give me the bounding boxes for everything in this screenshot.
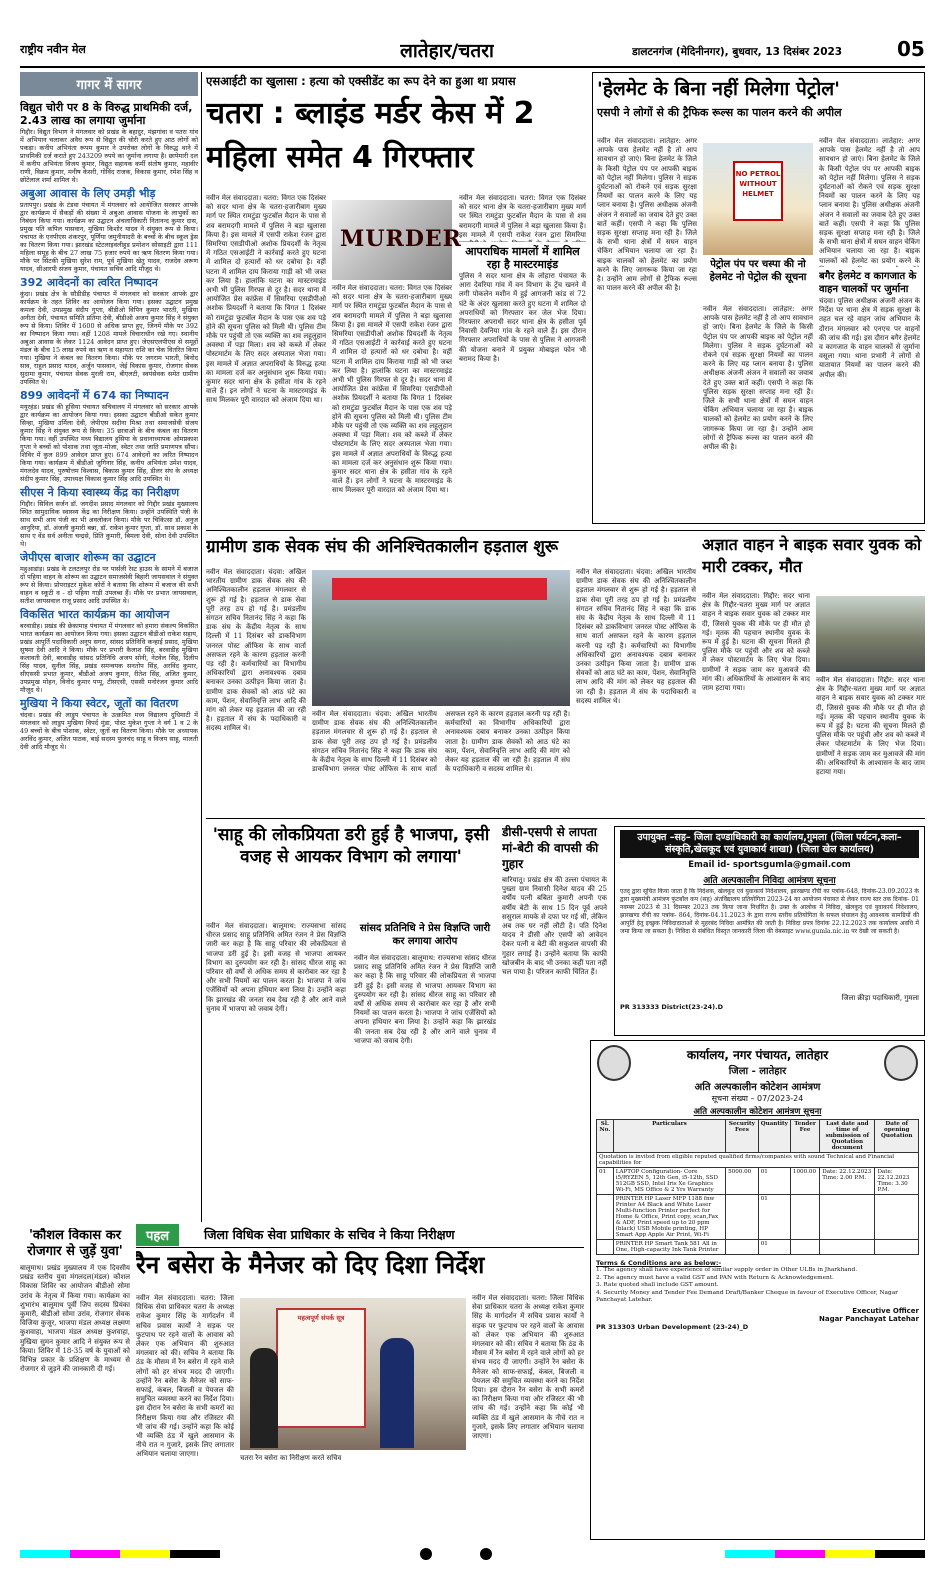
terms-list [596, 1267, 919, 1305]
table-header-cell: Date of opening Quotation [875, 1120, 919, 1153]
quotation-table [596, 1119, 919, 1255]
table-header-cell: Security Fees [726, 1120, 759, 1153]
row-rule-2 [206, 818, 925, 819]
bike-headline: अज्ञात वाहन ने बाइक सवार युवक को मारी टक्कर, मौत [702, 535, 922, 576]
sidebar [20, 72, 198, 1222]
table-cell: 01 [758, 1240, 790, 1255]
masthead-rule [20, 66, 925, 68]
table-cell: 5000.00 [726, 1168, 759, 1195]
sidebar-item-heading: 899 आवेदनों में 674 का निष्पादन [20, 389, 169, 402]
contact-board-title: महत्वपूर्ण संपर्क सूत्र [297, 1314, 345, 1322]
rain-body-left: नवीन मेल संवाददाता। चतरा: जिला विधिक सेवा प्राधिकार चतरा के अध्यक्ष राकेश कुमार सिंह के मार्गदर्शन में सचिव प्रवास कार्यों ने सड़क पर फुटपाथ पर रहने वालों के आवास को लेकर एक अभियान की शुरुआत मंगलवार को की। सचिव ने बताया कि ठंड के मौसम में रैन बसेरा में रहने वाले लोगों को हर संभव मदद दी जाएगी। उन्होंने रैन बसेरा के मैनेजर को साफ-सफाई, कंबल, बिजली व पेयजल की समुचित व्यवस्था करने का निर्देश दिया। इस दौरान रैन बसेरा के सभी कमरों का निरीक्षण किया गया और रजिस्टर की भी जांच की गई। उन्होंने कहा कि कोई भी व्यक्ति ठंड में खुले आसमान के नीचे रात न गुजारे, इसके लिए लगातार अभियान चलाया जाएगा। [136, 1294, 234, 1459]
sidebar-title: गागर में सागर [20, 72, 198, 96]
emblem-right [884, 1045, 918, 1081]
term-item: 4. Security Money and Tender Fee Demand Draft/Banker Cheque in favour of Executive Officer, Nagar Panchayat Latehar. [596, 1289, 898, 1303]
table-header-cell: Particulars [613, 1120, 725, 1153]
sidebar-item-body: महुआडांड़। प्रखंड के टलटलपुर रोड पर पार्सली रेस्ट हाउस के सामने में बजाज दो पहिया वाहन के शोरूम का उद्घाटन समाजसेवी बिहारी जायसवाल ने संयुक्त रूप से किया। प्रोपराइटर मुकेश कोरों ने बताया कि शोरूम में बजाज की सभी वाहन व स्कूटी व - दो पहिया गाड़ी उपलब्ध हैं। मौके पर प्रभात जायसवाल, सतीश जायसवाल राजू प्रसाद आदि उपस्थित थे। [20, 565, 198, 605]
table-row [597, 1195, 919, 1240]
table-cell [597, 1195, 614, 1240]
sidebar-item-body: प्रतापपुर। प्रखंड के टंडवा पंचायत में मंगलवार को आयोजित सरकार आपके द्वार कार्यक्रम में सैकड़ों की संख्या में अबुआ आवास योजना के लाभुकों का निबंधन किया गया। कार्यक्रम का उद्घाटन अंचलाधिकारी नितानन्द कुमार दास, प्रमुख पति कपिल पासवान, मुखिया किशोर यादव ने संयुक्त रूप से किया। पंचायत के एनपीएस शंकरपुर, पूर्णिया जमुनीयादरी के बच्चों के बीच स्कूल ड्रेस का वितरण किया गया। झारखंड स्टेटलाइवलीहुड प्रमोशन सोसाइटी द्वारा 111 महिला समूह के बीच 27 लाख 75 हजार रुपये का ऋण वितरण किया गया। मौके पर सिंटकी मुखिया सुरेश राम, पूर्व मुखिया खेतु यादव, राजदेव अरूण यादव, सीआरपी संजय कुमार, पंचायत सचिव आदि मौजूद थे। [20, 201, 198, 273]
lead-story [206, 74, 586, 526]
sidebar-item-heading: अबुआ आवास के लिए उमड़ी भीड़ [20, 187, 156, 200]
term-item: 3. Rate quoted shall include GST amount. [596, 1282, 719, 1288]
lead-headline: चतरा : ब्लाइंड मर्डर केस में 2 महिला समेत 4 गिरफ्तार [206, 96, 535, 175]
table-row [597, 1168, 919, 1195]
postal-body-right: नवीन मेल संवाददाता। चंदवा: अखिल भारतीय ग्रामीण डाक सेवक संघ की अनिश्चितकालीन हड़ताल मंगलवार से शुरू हो गई है। हड़ताल से डाक सेवा पूरी तरह ठप हो गई है। प्रमंडलीय संगठन सचिव नितानंद सिंह ने कहा कि डाक संघ के केंद्रीय नेतृत्व के साथ दिल्ली में 11 दिसंबर को डाकविभाग जनरल पोस्ट ऑफिस के साथ वार्ता असफल रहने के कारण हड़ताल करनी पड़ रही है। कर्मचारियों का विभागीय अधिकारियों द्वारा अनावश्यक दबाव बनाकर उनका उत्पीड़न किया जाता है। ग्रामीण डाक सेवकों को आठ घंटे का काम, पेंशन, सेवानिवृत्ति लाभ आदि की मांग को लेकर यह हड़ताल की जा रही है। हड़ताल में संघ के पदाधिकारी व सदस्य शामिल थे। [576, 568, 696, 705]
table-cell: LAPTOP Configuration- Core i5/RYZEN 5, 12th Gen, i5-12th, SSD 512GB SSD, Intel Iris Xe Graphics Wi-Fi, MS Office & 2 Yrs Warranty [613, 1168, 725, 1195]
postal-headline: ग्रामीण डाक सेवक संघ की अनिश्चितकालीन हड़ताल शुरू [206, 537, 559, 557]
table-cell: Date: 22.12.2023 Time: 3.30 P.M. [875, 1168, 919, 1195]
table-cell: Date: 22.12.2023 Time: 2.00 P.M. [820, 1168, 875, 1195]
sidebar-item-heading: विकसित भारत कार्यक्रम का आयोजन [20, 608, 170, 621]
sidebar-item-heading: जेपीएस बाजार शोरूम का उद्घाटन [20, 551, 156, 564]
sidebar-item-heading: 392 आवेदनों का त्वरित निष्पादन [20, 276, 158, 289]
table-cell [726, 1195, 759, 1240]
rain-story [136, 1222, 584, 1540]
lead-photo [332, 200, 462, 280]
table-cell [597, 1240, 614, 1255]
notice2-title: अति अल्पकालीन कोटेशन आमंत्रण [694, 1082, 821, 1093]
masthead-logo: राष्ट्रीय नवीन मेल [20, 43, 86, 56]
sahu-headline: 'साहू की लोकप्रियता डरी हुई है भाजपा, इसी वजह से आयकर विभाग को लगाया' [212, 825, 490, 867]
sidebar-item-body: बरवाडीह। प्रखंड की छेकामाह पंचायत में मंगलवार को हमारा संकल्प विकसित भारत कार्यक्रम का आयोजन किया गया। इसका उद्घाटन बीडीओ राकेश सहाय, प्रखंड आपूर्ति पदाधिकारी अनूप सगरा, सांसद प्रतिनिधि कन्हाई प्रसाद, मुखिया सुषमा देवी आदि ने किया। मौके पर प्रभारी कैलाश सिंह, बरवाडीह मुखिया कलावती देवी, बरवाडीह सांसद प्रतिनिधि अजय सोनी, नेटवेल सिंह, दिलीप सिंह यादव, सुनील सिंह, प्रखंड समन्वयक सनतोप सिंह, अरविंद कुमार, सीएससी प्रभात कुमार, बीडीओ अजय कुमार, रीतेश सिंह, अजित कुमार, उपप्रमुख मोहन, विनोद कुमार पप्पू, टीसएसी, एससी मनोरंजन कुमार आदि मौजूद थे। [20, 622, 198, 694]
table-cell: 1000.00 [790, 1168, 819, 1195]
sidebar-item-heading: विद्युत चोरी पर 8 के विरुद्ध प्राथमिकी दर्ज, 2.43 लाख का लगाया जुर्माना [20, 101, 193, 127]
table-cell: PRINTER HP Smart Tank 581 All in One, High-capacity Ink Tank Printer [613, 1240, 725, 1255]
row-rule-1 [206, 530, 925, 531]
sidebar-item-body: चंदवा। प्रखंड की लाडुप पंचायत के उत्क्रमित मध्य विद्यालय दुधिमाटी में मंगलवार को लाडुप मुखिया विपर्द मुंडा, पोस्ट मुकेश गुप्ता ने वर्ग 1 व 2 के 49 बच्चों के बीच पोशाक, स्वेटर, जूतों का वितरण किया। मौके पर अध्यापक अरविंद कुमार, अजित पाठक, बाई सदस्य फुलचंद साहू व विजय साहू, मालती देवी आदि मौजूद थे। [20, 711, 198, 751]
table-row [597, 1240, 919, 1255]
notice1-title: अति अल्पकालीन निविदा आमंत्रण सूचना [703, 876, 836, 886]
lead-body2: पुलिस ने सदर थाना क्षेत्र के लोहारा पंचायत के आरा देवरिया गांव में वन विभाग के ट्रेंच खनने में लगी पोकलेन मशीन में हुई आगजनी कांड सं 72 घंटे के अंदर खुलासा करते हुए घटना में शामिल दो अपराधियों को गिरफ्तार कर जेल भेज दिया। गिरफ्तार अपराधी सदर थाना क्षेत्र के हसीता पूर्व निवासी देवनिया गांव के रहने वाले हैं। इस दौरान गिरफ्तार अपराधियों के पास से पुलिस ने आगजनी की योजना बनाने में प्रयुक्त मोबाइल फोन भी बरामद किया है। [459, 272, 586, 363]
helmet-headline: 'हेलमेट के बिना नहीं मिलेगा पेट्रोल' [597, 78, 840, 100]
helmet-right-col [819, 137, 920, 517]
sidebar-item-heading: मुखिया ने किया स्वेटर, जूतों का वितरण [20, 697, 179, 710]
sidebar-item-heading: सीएस ने किया स्वास्थ्य केंद्र का निरीक्षण [20, 486, 180, 499]
table-header-cell: Quantity [758, 1120, 790, 1153]
bike-body-left: नवीन मेल संवाददाता। गिद्दौर: सदर थाना क्षेत्र के गिद्दौर-चतरा मुख्य मार्ग पर अज्ञात वाहन ने बाइक सवार युवक को टक्कर मार दी, जिससे युवक की मौके पर ही मौत हो गई। मृतक की पहचान स्थानीय युवक के रूप में हुई है। घटना की सूचना मिलते ही पुलिस मौके पर पहुंची और शव को कब्जे में लेकर पोस्टमार्टम के लिए भेज दिया। ग्रामीणों ने सड़क जाम कर मुआवजे की मांग की। अधिकारियों के आश्वासन के बाद जाम हटाया गया। [702, 592, 810, 693]
table-cell [726, 1240, 759, 1255]
lead-body-right: नवीन मेल संवाददाता। चतरा: विगत एक दिसंबर को सदर थाना क्षेत्र के चतरा-हजारीबाग मुख्य मार्ग पर स्थित रामटुंडा फुटबॉल मैदान के पास से शव बरामदगी मामले में पुलिस ने बड़ा खुलासा किया है। इस मामले में एसपी राकेश रंजन द्वारा सिमरिया [459, 194, 586, 239]
table-header-cell: Tender Fee [790, 1120, 819, 1153]
lead-kicker: एसआईटी का खुलासा : हत्या को एक्सीडेंट का रूप देने का हुआ था प्रयास [206, 74, 516, 88]
notice2-sign: Executive Officer [852, 1306, 919, 1315]
no-petrol-sign: NO PETROL WITHOUT HELMET [733, 161, 783, 221]
helmet-subhead: बगैर हेलमेट व कागजात के वाहन चालकों पर जुर्माना [819, 271, 917, 295]
emblem-left [597, 1045, 631, 1081]
sahu-sub: सांसद प्रतिनिधि ने प्रेस विज्ञप्ति जारी कर लगाया आरोप [359, 923, 491, 947]
helmet-body-left: नवीन मेल संवाददाता। लातेहार: अगर आपके पास हेलमेट नहीं है तो आप सावधान हो जाएं। बिना हेलमेट के जिले के किसी पेट्रोल पंप पर आपकी बाइक को पेट्रोल नहीं मिलेगा। पुलिस ने सड़क दुर्घटनाओं को रोकने एवं सड़क सुरक्षा नियमों का पालन करने के लिए यह प्लान बनाया है। पुलिस अधीक्षक अंजनी अंजन ने सवालों का जवाब देते हुए उक्त बातें कहीं। एसपी ने कहा कि पुलिस सड़क सुरक्षा सप्ताह मना रही है। जिले के सभी थाना क्षेत्रों में सघन वाहन चेकिंग अभियान चलाया जा रहा है। बाइक चालकों को हेलमेट का प्रयोग करने के लिए जागरूक किया जा रहा है। उन्होंने आम लोगों से ट्रैफिक रूल्स का पालन करने की अपील की है। [597, 137, 697, 293]
helmet-body2: चंदवा। पुलिस अधीक्षक अंजनी अंजन के निर्देश पर थाना क्षेत्र में सड़क सुरक्षा के तहत चल रहे वाहन जांच अभियान के दौरान मंगलवार को एनएच पर वाहनों की जांच की गई। इस दौरान बगैर हेलमेट व कागजात के वाहन चालकों से जुर्माना वसूला गया। थाना प्रभारी ने लोगों से यातायात नियमों का पालन करने की अपील की। [819, 297, 920, 379]
lead-right-col [459, 194, 586, 524]
helmet-sub: एसपी ने लोगों से की ट्रैफिक रूल्स का पालन करने की अपील [597, 106, 842, 119]
notice2-district: जिला - लातेहार [728, 1066, 787, 1077]
term-item: 2. The agency must have a valid GST and PAN with Return & Acknowledgement. [596, 1274, 834, 1281]
notice2-sign2: Nagar Panchayat Latehar [818, 1314, 919, 1323]
sahu-body-left: नवीन मेल संवाददाता। बालूमाथ: राज्यसभा सांसद धीरज प्रसाद साहू प्रतिनिधि अमित रंजन ने प्रेस विज्ञप्ति जारी कर कहा है कि साहू परिवार की लोकप्रियता से भाजपा डरी हुई है। इसी वजह से भाजपा आयकर विभाग का दुरुपयोग कर रही है। सांसद धीरज साहू का परिवार सौ वर्षों से अधिक समय से कारोबार कर रहा है और सभी नियमों का पालन करता है। भाजपा ने जांच एजेंसियों को अपना हथियार बना लिया है। उन्होंने कहा कि झारखंड की जनता सब देख रही है और आने वाले चुनाव में भाजपा को जवाब देगी। [206, 922, 346, 1013]
sidebar-item-body: गिद्दौर। विद्युत विभाग ने मंगलवार को प्रखंड के बहादुर, मंझगांवा व पतरा गांव में अभियान चलाकर अवैध रूप से विद्युत की चोरी करते हुए आठ लोगों को पकड़ा। कनीय अभियंता रूपम कुमार ने उपरोक्त लोगों के विरुद्ध थाने में प्राथमिकी दर्ज कराते हुए 243209 रुपये का जुर्माना लगाया है। छापेमारी दल में कनीय अभियंता विजय कुमार, विद्युत सहायक कर्मी संतोष कुमार, महावीर राणी, विक्रम कुमार, मनीष केसरी, गोविंद राजक, विकास कुमार, रमेश सिंह व छोटेलाल शर्मा शामिल थे। [20, 128, 198, 184]
print-registration-bar [20, 1548, 925, 1560]
sidebar-item-body: मयूरहंड। प्रखंड की हुसिया पंचायत सचिवालय में मंगलवार को सरकार आपके द्वार कार्यक्रम का आयोजन किया गया। इसका उद्घाटन बीडीओ सकेत कुमार सिन्हा, मुखिया उर्मिला देवी, जेपीएस सदीना मिश्रा तथा समाजसेवी संजय कुमार सिंह ने संयुक्त रूप से किया। 35 छात्राओं के बीच कंबल का वितरण किया गया। वहीं उपस्थित मध्य विद्यालय हुसिया के प्रधानाध्यापक ओमप्रकाश गुप्ता ने बच्चों को पोशाक तथा जूता-मोजा, स्वेटर तथा जाति प्रमाणपत्र सौंपा। शिविर में कुल 899 आवेदन प्राप्त हुए। 674 आवेदनों का त्वरित निष्पादन किया गया। कार्यक्रम में बीडीओ जुगिनार सिंह, कनीय अभियंता उमेश यादव, मंगलदेव यादव, पुरुषोत्तम विश्वास, बिकास कुमार सिंह, डीलर संघ के अध्यक्ष संदीप कुमार सिंह, उपाध्यक्ष विकास कुमार सिंह आदि उपस्थित थे। [20, 403, 198, 483]
missing-body: बारियातू। प्रखंड क्षेत्र की उल्ला पंचायत के पुख्ता ग्राम निवासी दिनेश यादव की 25 वर्षीय पत्नी बबिता कुमारी अपनी एक वर्षीय बेटी के साथ 15 दिन पूर्व अपने ससुराल मायके से दफा पर गई थी, लेकिन अब तक घर नहीं लौटी है। पति दिनेश यादव ने डीसी और एसपी को आवेदन देकर पत्नी व बेटी की सकुशल वापसी की गुहार लगाई है। उन्होंने बताया कि काफी खोजबीन के बाद भी उनका कहीं पता नहीं चल पाया है। परिजन काफी चिंतित हैं। [502, 876, 607, 977]
kaushal-body: बालूमाथ। प्रखंड मुख्यालय में एक दिवसीय प्रखंड स्तरीय युवा मंगलदल(मंडल) कौशल विकास शिविर का आयोजन बीडीओ सोमा उरांव के नेतृत्व में किया गया। कार्यक्रम का शुभारंभ बालूमाथ पूर्वी जिप सदस्य प्रियंका कुमारी, बीडीओ सोमा उरांव, रोजगार सेवक विजिया कुजूर, भाजपा मंडल अध्यक्ष लक्ष्मण कुशवाहा, भाजपा मंडल अध्यक्ष कुशवाहा, मुखिया सुमन कुमार आदि ने संयुक्त रूप से किया। शिविर में 18-35 वर्ष के युवाओं को विभिन्न प्रकार के प्रशिक्षण के माध्यम से रोजगार से जुड़ने की जानकारी दी गई। [20, 1264, 130, 1374]
helmet-photo [703, 143, 813, 255]
postal-body-left: नवीन मेल संवाददाता। चंदवा: अखिल भारतीय ग्रामीण डाक सेवक संघ की अनिश्चितकालीन हड़ताल मंगलवार से शुरू हो गई है। हड़ताल से डाक सेवा पूरी तरह ठप हो गई है। प्रमंडलीय संगठन सचिव नितानंद सिंह ने कहा कि डाक संघ के केंद्रीय नेतृत्व के साथ दिल्ली में 11 दिसंबर को डाकविभाग जनरल पोस्ट ऑफिस के साथ वार्ता असफल रहने के कारण हड़ताल करनी पड़ रही है। कर्मचारियों का विभागीय अधिकारियों द्वारा अनावश्यक दबाव बनाकर उनका उत्पीड़न किया जाता है। ग्रामीण डाक सेवकों को आठ घंटे का काम, पेंशन, सेवानिवृत्ति लाभ आदि की मांग को लेकर यह हड़ताल की जा रही है। हड़ताल में संघ के पदाधिकारी व सदस्य शामिल थे। [206, 568, 306, 733]
bike-body-right: नवीन मेल संवाददाता। गिद्दौर: सदर थाना क्षेत्र के गिद्दौर-चतरा मुख्य मार्ग पर अज्ञात वाहन ने बाइक सवार युवक को टक्कर मार दी, जिससे युवक की मौके पर ही मौत हो गई। मृतक की पहचान स्थानीय युवक के रूप में हुई है। घटना की सूचना मिलते ही पुलिस मौके पर पहुंची और शव को कब्जे में लेकर पोस्टमार्टम के लिए भेज दिया। ग्रामीणों ने सड़क जाम कर मुआवजे की मांग की। अधिकारियों के आश्वासन के बाद जाम हटाया गया। [816, 676, 925, 777]
person-1 [250, 1348, 278, 1448]
rain-kicker: जिला विधिक सेवा प्राधिकार के सचिव ने किया निरीक्षण [204, 1227, 455, 1242]
notice2-office: कार्यालय, नगर पंचायत, लातेहार [686, 1048, 829, 1062]
sidebar-items [20, 96, 198, 751]
page-number: 05 [897, 37, 925, 61]
rain-headline: रैन बसेरा के मैनेजर को दिए दिशा निर्देश [136, 1251, 485, 1279]
helmet-body-mid: नवीन मेल संवाददाता। लातेहार: अगर आपके पास हेलमेट नहीं है तो आप सावधान हो जाएं। बिना हेलमेट के जिले के किसी पेट्रोल पंप पर आपकी बाइक को पेट्रोल नहीं मिलेगा। पुलिस ने सड़क दुर्घटनाओं को रोकने एवं सड़क सुरक्षा नियमों का पालन करने के लिए यह प्लान बनाया है। पुलिस अधीक्षक अंजनी अंजन ने सवालों का जवाब देते हुए उक्त बातें कहीं। एसपी ने कहा कि पुलिस सड़क सुरक्षा सप्ताह मना रही है। जिले के सभी थाना क्षेत्रों में सघन वाहन चेकिंग अभियान चलाया जा रहा है। बाइक चालकों को हेलमेट का प्रयोग करने के लिए जागरूक किया जा रहा है। उन्होंने आम लोगों से ट्रैफिक रूल्स का पालन करने की अपील की है। [703, 305, 813, 452]
postal-banner [332, 578, 547, 600]
notice2-ref: सूचना संख्या – 07/2023-24 [711, 1094, 804, 1103]
lead-photo-text: MURDER [340, 226, 462, 252]
notice2-pr: PR 313303 Urban Development (23-24)_D [596, 1322, 749, 1331]
notice-gumla [614, 826, 925, 1036]
notice2-subtitle: अति अल्पकालीन कोटेशन आमंत्रण सूचना [693, 1107, 822, 1117]
rain-photo [240, 1298, 466, 1450]
table-cell [820, 1195, 875, 1240]
terms-title: Terms & Conditions are as below:- [596, 1259, 722, 1267]
helmet-body-right: नवीन मेल संवाददाता। लातेहार: अगर आपके पास हेलमेट नहीं है तो आप सावधान हो जाएं। बिना हेलमेट के जिले के किसी पेट्रोल पंप पर आपकी बाइक को पेट्रोल नहीं मिलेगा। पुलिस ने सड़क दुर्घटनाओं को रोकने एवं सड़क सुरक्षा नियमों का पालन करने के लिए यह प्लान बनाया है। पुलिस अधीक्षक अंजनी अंजन ने सवालों का जवाब देते हुए उक्त बातें कहीं। एसपी ने कहा कि पुलिस सड़क सुरक्षा सप्ताह मना रही है। जिले के सभी थाना क्षेत्रों में सघन वाहन चेकिंग अभियान चलाया जा रहा है। बाइक चालकों को हेलमेट का प्रयोग करने के [819, 137, 920, 265]
column-rule [201, 72, 202, 1222]
notice1-email: Email id- sportsgumla@gmail.com [688, 860, 851, 870]
sidebar-item-body: कुंदा। प्रखंड क्षेत्र के सौडीडीह पंचायत में मंगलवार को सरकार आपके द्वार कार्यक्रम के तहत शिविर का आयोजन किया गया। इसका उद्घाटन प्रमुख कमला देवी, उपप्रमुख संदीप गुप्ता, बीडीओ विपिन कुमार भारती, मुखिया अनीता देवी, पंचायत समिति प्रतिमा देवी, बीडीओ अजय कुमार सिंह ने संयुक्त रूप से किया। शिविर में 1600 से अधिक प्राप्त हुए, जिनमें मौके पर 392 का निष्पादन किया गया। वहीं 1208 मामले विचाराधीन रखे गए। स्थानीय अबुआ आवास के लेकर 1124 आवेदन प्राप्त हुए। जेएसएलपीएस से समूहों मंडल के बीच 15 लाख रुपये का ऋण व सहायता राशि का चेक वितरित किया गया। मुखिया ने कंबल का वितरण किया। मौके पर जगराम भारती, बिनोद साव, राहुल प्रसाद यादव, अर्जुन पासवान, जेई विकास कुमार, रोजगार सेवक सुदामा कुमार, पंचायत सेवक मुरली राम, बीएलटी, स्वयंसेवक समेत ग्रामीण उपस्थित थे। [20, 290, 198, 386]
term-item: 1. The agency shall have experience of similar supply order in Other ULBs in Jharkhand. [596, 1267, 858, 1273]
person-2 [380, 1338, 414, 1448]
postal-story [206, 534, 696, 814]
kaushal-story [20, 1228, 130, 1538]
kaushal-headline: 'कौशल विकास कर रोजगार से जुड़ें युवा' [27, 1228, 123, 1259]
missing-headline: डीसी-एसपी से लापता मां-बेटी की वापसी की गुहार [502, 825, 599, 871]
table-header-cell: Sl. No. [597, 1120, 614, 1153]
contact-board [276, 1308, 366, 1428]
notice-latehar [590, 1040, 925, 1540]
sidebar-item-body: गिद्दौर। सिविल सर्जन डॉ. जगदीश प्रसाद मंगलवार को गिद्दौर प्रखंड मुख्यालय स्थित सामुदायिक स्वास्थ्य केंद्र का निरीक्षण किया। उन्होंने उपस्थिति पंजी के साथ सभी आय पंजी का भी अवलोकन किया। मौके पर चिकित्सा डॉ. अनुज आनुरिया, डॉ. अंजली कुमारी बन्ना, डॉ. राकेश कुमार गुप्ता, डॉ. साथ प्रकाश के साथ ए वेंड सर्व अनीता चन्द्रसे, प्रिति कुमारी, बिमला देवी, सोना देवी उपस्थित थे। [20, 500, 198, 548]
postal-photo [312, 570, 570, 706]
table-cell [875, 1240, 919, 1255]
table-cell [790, 1240, 819, 1255]
table-cell: 01 [597, 1168, 614, 1195]
helmet-caption: पेट्रोल पंप पर चस्पा की नो हेलमेट नो पेट्रोल की सूचना [709, 259, 807, 283]
table-cell: 01 [758, 1168, 790, 1195]
table-cell: 01 [758, 1195, 790, 1240]
masthead [20, 34, 925, 64]
table-cell [875, 1195, 919, 1240]
lead-body-left: नवीन मेल संवाददाता। चतरा: विगत एक दिसंबर को सदर थाना क्षेत्र के चतरा-हजारीबाग मुख्य मार्ग पर स्थित रामटुंडा फुटबॉल मैदान के पास से शव बरामदगी मामले में पुलिस ने बड़ा खुलासा किया है। इस मामले में एसपी राकेश रंजन द्वारा सिमरिया एसडीपीओ अशोक प्रियदर्शी के नेतृत्व में गठित एसआईटी ने कार्रवाई करते हुए घटना में शामिल दो हत्यारों को धर दबोचा है। वहीं घटना में शामिल दाय किराया गाड़ी को भी जब्त कर लिया है। हालांकि घटना का मास्टरमाइंड अभी भी पुलिस गिरफ्त से दूर है। सदर थाना में आयोजित प्रेस कांफ्रेंस में सिमरिया एसडीपीओ अशोक प्रियदर्शी ने बताया कि विगत 1 दिसंबर को रामटुंडा फुटबॉल मैदान के पास एक शव पड़े होने की सूचना पुलिस को मिली थी। पुलिस टीम मौके पर पहुंची तो एक व्यक्ति का शव लहूलुहान अवस्था में पड़ा मिला। शव को कब्जे में लेकर पोस्टमार्टम के लिए सदर अस्पताल भेजा गया। इस मामले में अज्ञात अपराधियों के विरुद्ध हत्या का मामला दर्ज कर अनुसंधान शुरू किया गया। कुमार सदर थाना क्षेत्र के हसीता गांव के रहने वाले हैं। इन लोगों ने घटना के मास्टरमाइंड के साथ मिलकर पूरी वारदात को अंजाम दिया था। [206, 194, 326, 405]
table-header-cell: Last date and time of submission of Quotation document [820, 1120, 875, 1153]
rain-photo-caption: चतरा रैन बसेरा का निरीक्षण करते सचिव [240, 1454, 342, 1462]
helmet-story [592, 72, 925, 524]
sahu-story [206, 824, 496, 1214]
section-title: लातेहार/चतरा [400, 40, 494, 62]
notice1-pr: PR 313333 District(23-24).D [620, 1003, 724, 1011]
rain-body-right: नवीन मेल संवाददाता। चतरा: जिला विधिक सेवा प्राधिकार चतरा के अध्यक्ष राकेश कुमार सिंह के मार्गदर्शन में सचिव प्रवास कार्यों ने सड़क पर फुटपाथ पर रहने वालों के आवास को लेकर एक अभियान की शुरुआत मंगलवार को की। सचिव ने बताया कि ठंड के मौसम में रैन बसेरा में रहने वाले लोगों को हर संभव मदद दी जाएगी। उन्होंने रैन बसेरा के मैनेजर को साफ-सफाई, कंबल, बिजली व पेयजल की समुचित व्यवस्था करने का निर्देश दिया। इस दौरान रैन बसेरा के सभी कमरों का निरीक्षण किया गया और रजिस्टर की भी जांच की गई। उन्होंने कहा कि कोई भी व्यक्ति ठंड में खुले आसमान के नीचे रात न गुजारे, इसके लिए लगातार अभियान चलाया जाएगा। [472, 1294, 584, 1441]
postal-body-mid: नवीन मेल संवाददाता। चंदवा: अखिल भारतीय ग्रामीण डाक सेवक संघ की अनिश्चितकालीन हड़ताल मंगलवार से शुरू हो गई है। हड़ताल से डाक सेवा पूरी तरह ठप हो गई है। प्रमंडलीय संगठन सचिव नितानंद सिंह ने कहा कि डाक संघ के केंद्रीय नेतृत्व के साथ दिल्ली में 11 दिसंबर को डाकविभाग जनरल पोस्ट ऑफिस के साथ वार्ता असफल रहने के कारण हड़ताल करनी पड़ रही है। कर्मचारियों का विभागीय अधिकारियों द्वारा अनावश्यक दबाव बनाकर उनका उत्पीड़न किया जाता है। ग्रामीण डाक सेवकों को आठ घंटे का काम, पेंशन, सेवानिवृत्ति लाभ आदि की मांग को लेकर यह हड़ताल की जा रही है। हड़ताल में संघ के पदाधिकारी व सदस्य शामिल थे। [312, 710, 570, 774]
bike-story [702, 534, 925, 814]
lead-body-mid: नवीन मेल संवाददाता। चतरा: विगत एक दिसंबर को सदर थाना क्षेत्र के चतरा-हजारीबाग मुख्य मार्ग पर स्थित रामटुंडा फुटबॉल मैदान के पास से शव बरामदगी मामले में पुलिस ने बड़ा खुलासा किया है। इस मामले में एसपी राकेश रंजन द्वारा सिमरिया एसडीपीओ अशोक प्रियदर्शी के नेतृत्व में गठित एसआईटी ने कार्रवाई करते हुए घटना में शामिल दो हत्यारों को धर दबोचा है। वहीं घटना में शामिल दाय किराया गाड़ी को भी जब्त कर लिया है। हालांकि घटना का मास्टरमाइंड अभी भी पुलिस गिरफ्त से दूर है। सदर थाना में आयोजित प्रेस कांफ्रेंस में सिमरिया एसडीपीओ अशोक प्रियदर्शी ने बताया कि विगत 1 दिसंबर को रामटुंडा फुटबॉल मैदान के पास एक शव पड़े होने की सूचना पुलिस को मिली थी। पुलिस टीम मौके पर पहुंची तो एक व्यक्ति का शव लहूलुहान अवस्था में पड़ा मिला। शव को कब्जे में लेकर पोस्टमार्टम के लिए सदर अस्पताल भेजा गया। इस मामले में अज्ञात अपराधियों के विरुद्ध हत्या का मामला दर्ज कर अनुसंधान शुरू किया गया। कुमार सदर थाना क्षेत्र के हसीता गांव के रहने वाले हैं। इन लोगों ने घटना के मास्टरमाइंड के साथ मिलकर पूरी वारदात को अंजाम दिया था। [332, 284, 452, 495]
lead-subhead: आपराधिक मामलों में शामिल रहा है मास्टरमाइंड [465, 245, 580, 271]
rain-tag: पहल [136, 1224, 179, 1246]
table-cell [820, 1240, 875, 1255]
sahu-body-right: नवीन मेल संवाददाता। बालूमाथ: राज्यसभा सांसद धीरज प्रसाद साहू प्रतिनिधि अमित रंजन ने प्रेस विज्ञप्ति जारी कर कहा है कि साहू परिवार की लोकप्रियता से भाजपा डरी हुई है। इसी वजह से भाजपा आयकर विभाग का दुरुपयोग कर रही है। सांसद धीरज साहू का परिवार सौ वर्षों से अधिक समय से कारोबार कर रहा है और सभी नियमों का पालन करता है। भाजपा ने जांच एजेंसियों को अपना हथियार बना लिया है। उन्होंने कहा कि झारखंड की जनता सब देख रही है और आने वाले चुनाव में भाजपा को जवाब देगी। [354, 954, 496, 1045]
dateline: डालटनगंज (मेदिनीनगर), बुधवार, 13 दिसंबर 2023 [632, 46, 843, 58]
notice1-sign: जिला क्रीड़ा पदाधिकारी, गुमला [841, 994, 919, 1002]
bike-photo [816, 596, 925, 672]
table-cell [790, 1195, 819, 1240]
notice1-body: एतद् द्वारा सूचित किया जाता है कि निदेशक, खेलकूद एवं युवाकार्य निदेशालय, झारखण्ड राँची का पत्रांक-648, दिनांक-23.09.2023 के द्वारा मुख्यमंत्री आमंत्रण फुटबॉल कप (सह) अंतर्विद्यालय प्रतियोगिता 2023-24 का आयोजन पंचायत से लेकर राज्य स्तर तक दिनांक- 01 नवम्बर 2023 से 31 दिसम्बर 2023 तक किया जाना निर्धारित है। उक्त के आलोक में निविदा, खेलकूद एवं युवाकार्य निदेशालय, झारखण्ड राँची का पत्रांक- 864, दिनांक-04.11.2023 के द्वारा राज्य स्तरीय प्रतियोगिता के सफल संचालन हेतु आवश्यक सामग्रियों की आपूर्ति हेतु इच्छुक निविदादाताओं से मुहरबंद निविदा आमंत्रित की जाती है। निविदा प्रपत्र दिनांक 22.12.2023 तक कार्यालय अवधि में जमा किया जा सकता है। निविदा से संबंधित विस्तृत जानकारी जिला की वेबसाइट www.gumla.nic.in पर देखी जा सकती है। [620, 888, 919, 935]
rain-kicker-bar [136, 1222, 584, 1248]
table-cell: PRINTER HP Laser MFP 1188 fnw Printer A4 Black and White Laser Multi-function Printer perfect for Home & Office, Print copy, scan,Fax & ADF, Print speed up to 20 ppm (black) USB Mobile printing, HP Smart App Apple Air Print, Wi-Fi [613, 1195, 725, 1240]
table-intro: Quotation is invited from eligible reputed qualified firms/companies with sound Technical and Financial capabilities for [597, 1153, 919, 1168]
notice1-dept: उपायुक्त –सह– जिला दण्डाधिकारी का कार्यालय,गुमला (जिला पर्यटन,कला–संस्कृति,खेलकूद एवं युवाकार्य शाखा) (जिला खेल कार्यालय) [620, 830, 919, 858]
